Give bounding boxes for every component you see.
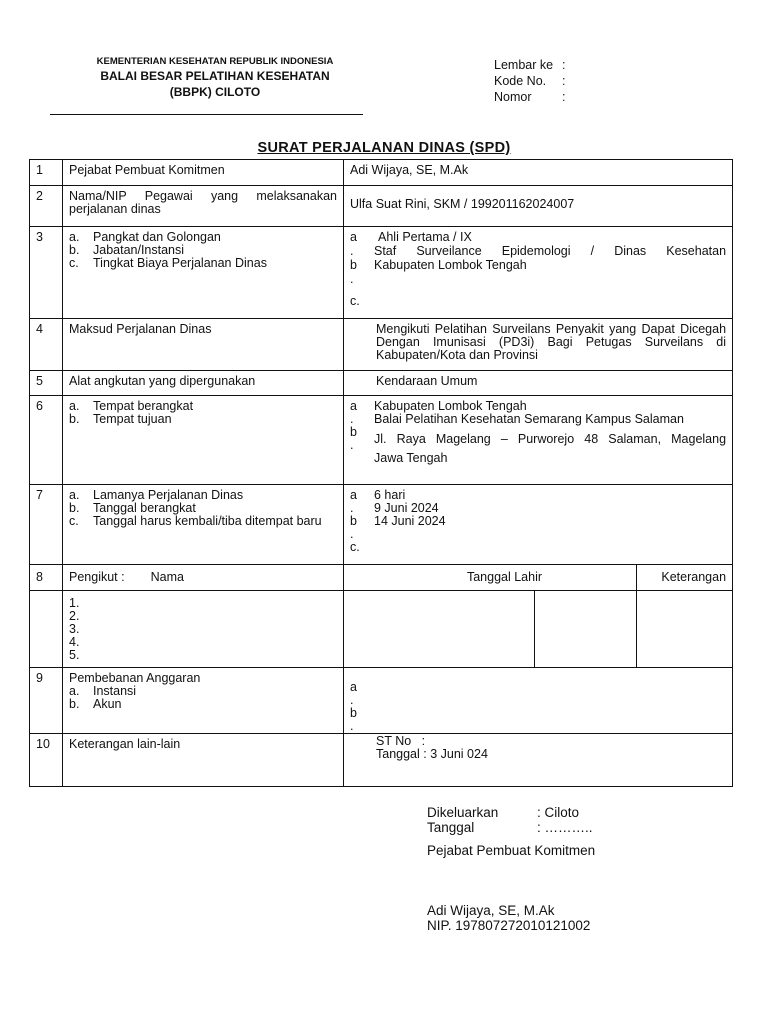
list-item: a. Pangkat dan Golongan (69, 230, 221, 244)
row-label (63, 485, 344, 565)
list-item: 2. (69, 609, 80, 623)
document-meta (494, 57, 565, 105)
document-title: SURAT PERJALANAN DINAS (SPD) (257, 140, 511, 156)
table-row: 2 Nama/NIP Pegawai yang melaksanakan perjalanan dinas Ulfa Suat Rini, SKM / 199201162024007 (30, 186, 733, 227)
list-item: 5. (69, 648, 80, 662)
row-label: Pembebanan Anggaran a. Instansi b. Akun (63, 668, 344, 734)
row-label: Alat angkutan yang dipergunakan (63, 371, 344, 396)
list-item: a. Instansi (69, 684, 137, 698)
list-item: 1. (69, 596, 80, 610)
letterhead-rule (50, 114, 363, 115)
list-item: 4. (69, 635, 80, 649)
list-item: c. Tingkat Biaya Perjalanan Dinas (69, 256, 267, 270)
row-label: Pengikut : Nama (63, 565, 344, 591)
table-row: 3 a. Pangkat dan Golongan b. Jabatan/Instansi c. Tingkat Biaya Perjalanan Dinas a Ahli Pertama / IX . Staf Surveilance Epidemologi / Dinas Kesehatan b Kabupaten Lombok Tengah . c. (30, 227, 733, 319)
meta-code: Kode No. : (494, 74, 566, 88)
row-label: Nama/NIP Pegawai yang melaksanakan perjalanan dinas (63, 186, 344, 227)
table-row: 8 Pengikut : Nama Tanggal Lahir Keterangan (30, 565, 733, 591)
row-value: a Ahli Pertama / IX . Staf Surveilance Epidemologi / Dinas Kesehatan b Kabupaten Lombok Tengah . c. (344, 227, 733, 319)
row-value: a . b . Kabupaten Lombok Tengah Balai Pelatihan Kesehatan Semarang Kampus Salaman Jl. Raya Magelang – Purworejo 48 Salaman, Magelang Jawa Tengah (344, 396, 733, 485)
dob-column-label: Tanggal Lahir (344, 565, 637, 591)
table-row: 10 Keterangan lain-lain ST No : Tanggal : 3 Juni 024 (30, 734, 733, 787)
list-item: b. Jabatan/Instansi (69, 243, 185, 257)
table-row: 9 Pembebanan Anggaran a. Instansi b. Akun a . b . (30, 668, 733, 734)
institution-name: BALAI BESAR PELATIHAN KESEHATAN (100, 69, 330, 83)
meta-number: Nomor : (494, 90, 566, 104)
row-value: a 6 hari . 9 Juni 2024 b 14 Juni 2024 . c. (344, 485, 733, 565)
official-title: Pejabat Pembuat Komitmen (427, 843, 596, 858)
row-value: a . b . (344, 668, 733, 734)
list-item: 3. (69, 622, 80, 636)
follower-dob-cell-2 (535, 591, 637, 668)
table-row: 6 a. Tempat berangkat b. Tempat tujuan a . b . Kabupaten Lombok Tengah Balai Pelatihan Kesehatan Semarang Kampus Salaman Jl. Raya Magelang – Purworejo 48 Salaman, Magelang Jawa Tengah (30, 396, 733, 485)
follower-note-cell (637, 591, 733, 668)
name-column-label: Nama (150, 570, 184, 584)
issue-info: Dikeluarkan : Ciloto Tanggal : ……….. (427, 805, 593, 835)
row-value: ST No : Tanggal : 3 Juni 024 (344, 734, 733, 787)
table-row (30, 591, 733, 668)
list-item: b. Tempat tujuan (69, 412, 172, 426)
ministry-name: KEMENTERIAN KESEHATAN REPUBLIK INDONESIA (96, 56, 334, 67)
table-row: 5 Alat angkutan yang dipergunakan Kendaraan Umum (30, 371, 733, 396)
row-label (63, 396, 344, 485)
row-value: Kendaraan Umum (344, 371, 733, 396)
list-item: a. Lamanya Perjalanan Dinas (69, 488, 244, 502)
row-label: Maksud Perjalanan Dinas (63, 319, 344, 371)
official-name: Adi Wijaya, SE, M.Ak (427, 903, 555, 918)
official-nip: NIP. 197807272010121002 (427, 918, 591, 933)
row-value: Mengikuti Pelatihan Surveilans Penyakit yang Dapat Dicegah Dengan Imunisasi (PD3i) Bagi Petugas Surveilans di Kabupaten/Kota dan Provinsi (344, 319, 733, 371)
follower-dob-cell (344, 591, 535, 668)
row-label (63, 227, 344, 319)
row-label: Keterangan lain-lain (63, 734, 344, 787)
list-item: a. Tempat berangkat (69, 399, 194, 413)
row-value: Ulfa Suat Rini, SKM / 199201162024007 (344, 186, 733, 227)
meta-sheet: Lembar ke : (494, 58, 566, 72)
row-label: Pejabat Pembuat Komitmen (63, 160, 344, 186)
follower-list (63, 591, 344, 668)
table-row: 1 Pejabat Pembuat Komitmen Adi Wijaya, SE, M.Ak (30, 160, 733, 186)
letterhead (50, 56, 380, 99)
row-value: Adi Wijaya, SE, M.Ak (344, 160, 733, 186)
table-row: 7 a. Lamanya Perjalanan Dinas b. Tanggal berangkat c. Tanggal harus kembali/tiba ditempat baru a 6 hari . 9 Juni 2024 b 14 Juni 2024 . c. (30, 485, 733, 565)
list-item: b. Tanggal berangkat (69, 501, 196, 515)
spd-table (29, 159, 733, 787)
institution-short-name: (BBPK) CILOTO (169, 85, 261, 99)
table-row: 4 Maksud Perjalanan Dinas Mengikuti Pelatihan Surveilans Penyakit yang Dapat Dicegah Dengan Imunisasi (PD3i) Bagi Petugas Surveilans di Kabupaten/Kota dan Provinsi (30, 319, 733, 371)
list-item: c. Tanggal harus kembali/tiba ditempat baru (69, 514, 322, 528)
note-column-label: Keterangan (637, 565, 733, 591)
list-item: b. Akun (69, 697, 122, 711)
